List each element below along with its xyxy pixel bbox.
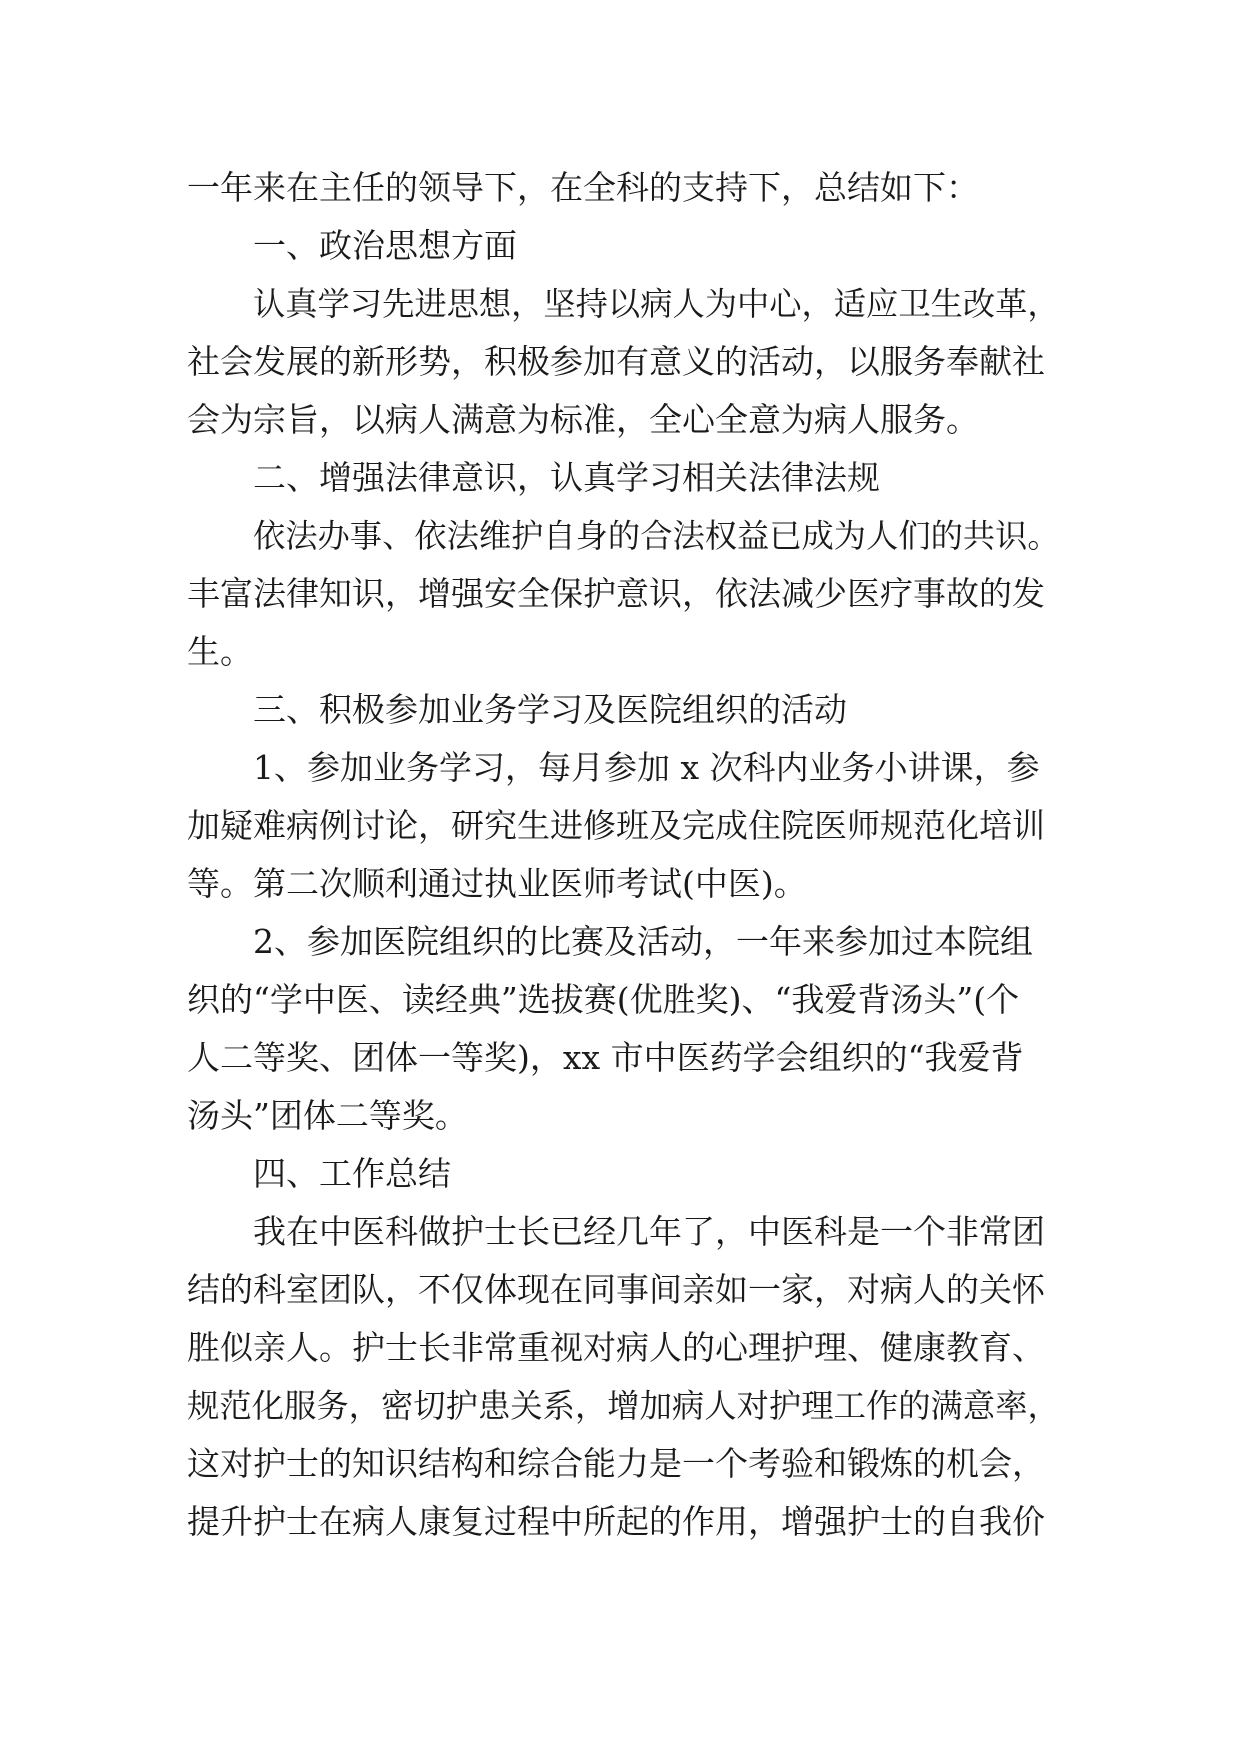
paragraph-line: 结的科室团队，不仅体现在同事间亲如一家，对病人的关怀 bbox=[187, 1270, 1045, 1309]
paragraph-line: 汤头”团体二等奖。 bbox=[187, 1096, 468, 1135]
paragraph-line: 规范化服务，密切护患关系，增加病人对护理工作的满意率， bbox=[187, 1387, 1060, 1425]
paragraph-line: 提升护士在病人康复过程中所起的作用，增强护士的自我价 bbox=[187, 1502, 1045, 1541]
section-heading-study: 三、积极参加业务学习及医院组织的活动 bbox=[253, 690, 847, 729]
paragraph-line: 织的“学中医、读经典”选拔赛(优胜奖)、“我爱背汤头”(个 bbox=[187, 980, 1020, 1019]
paragraph-line: 1、参加业务学习，每月参加 x 次科内业务小讲课，参 bbox=[253, 748, 1040, 787]
section-heading-politics: 一、政治思想方面 bbox=[253, 226, 517, 265]
intro-line: 一年来在主任的领导下，在全科的支持下，总结如下： bbox=[187, 168, 979, 207]
paragraph-line: 社会发展的新形势，积极参加有意义的活动，以服务奉献社 bbox=[187, 342, 1045, 381]
paragraph-line: 生。 bbox=[187, 632, 253, 671]
paragraph-line: 加疑难病例讨论，研究生进修班及完成住院医师规范化培训 bbox=[187, 806, 1045, 845]
paragraph-line: 丰富法律知识，增强安全保护意识，依法减少医疗事故的发 bbox=[187, 574, 1045, 613]
paragraph-line: 会为宗旨，以病人满意为标准，全心全意为病人服务。 bbox=[187, 400, 979, 439]
paragraph-line: 这对护士的知识结构和综合能力是一个考验和锻炼的机会， bbox=[187, 1444, 1045, 1483]
paragraph-line: 依法办事、依法维护自身的合法权益已成为人们的共识。 bbox=[253, 517, 1060, 555]
paragraph-line: 等。第二次顺利通过执业医师考试(中医)。 bbox=[187, 864, 807, 903]
paragraph-line: 2、参加医院组织的比赛及活动，一年来参加过本院组 bbox=[253, 922, 1033, 961]
paragraph-line: 人二等奖、团体一等奖)，xx 市中医药学会组织的“我爱背 bbox=[187, 1038, 1024, 1077]
paragraph-line: 胜似亲人。护士长非常重视对病人的心理护理、健康教育、 bbox=[187, 1328, 1045, 1367]
paragraph-line: 我在中医科做护士长已经几年了，中医科是一个非常团 bbox=[253, 1212, 1045, 1251]
section-heading-summary: 四、工作总结 bbox=[253, 1154, 451, 1193]
paragraph-line: 认真学习先进思想，坚持以病人为中心，适应卫生改革， bbox=[253, 285, 1060, 323]
section-heading-law: 二、增强法律意识，认真学习相关法律法规 bbox=[253, 458, 880, 497]
